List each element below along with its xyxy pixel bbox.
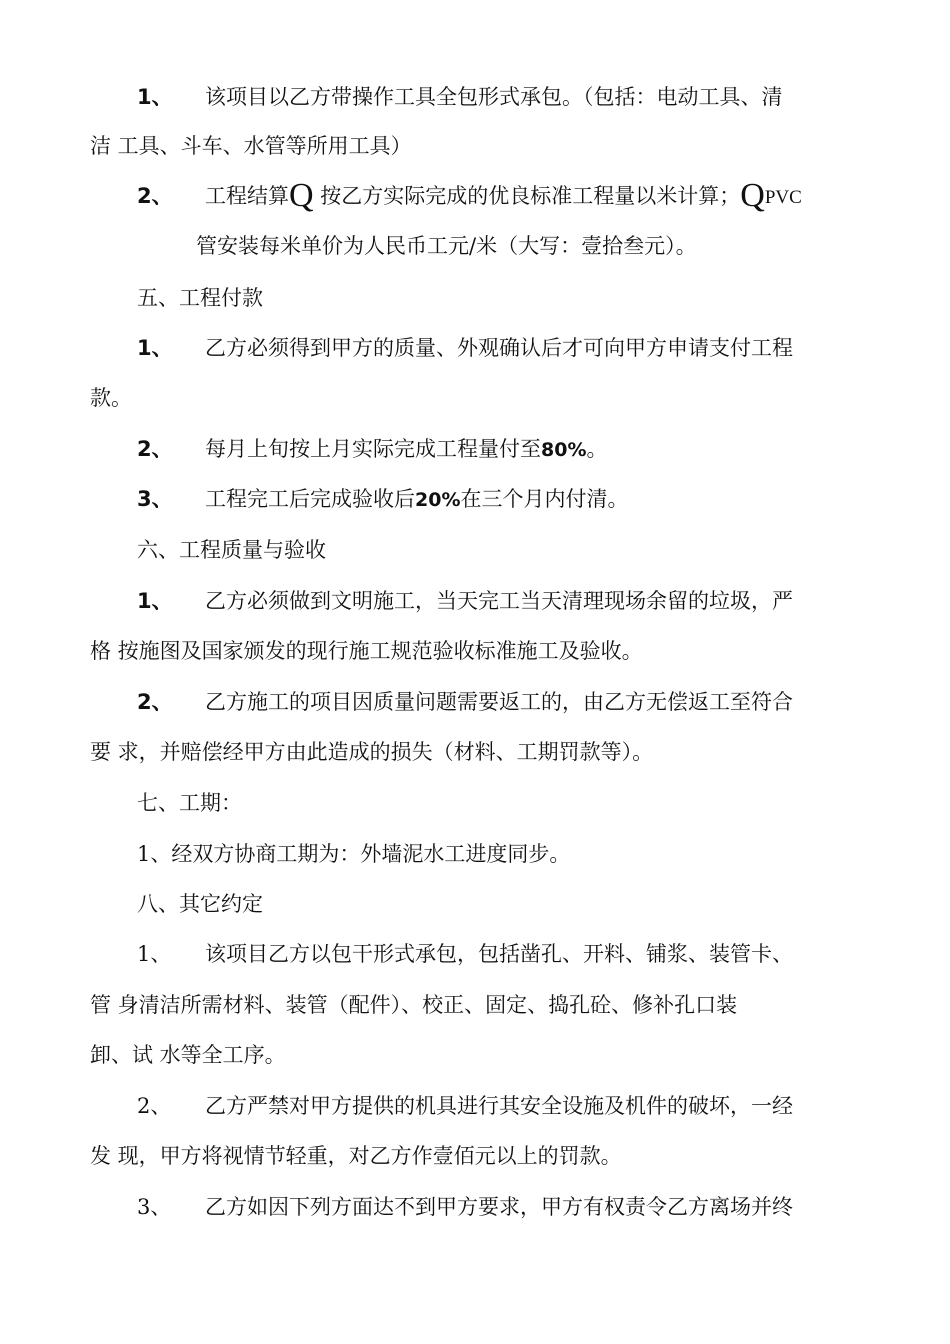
paragraph-line: 管安装每米单价为人民币工元/米（大写：壹拾叁元）。 [196,234,697,258]
item-number: 2、 [137,437,173,461]
item-number: 3、 [137,1195,172,1219]
section-heading: 七、工期： [137,791,242,815]
paragraph-line: 格 按施图及国家颁发的现行施工规范验收标准施工及验收。 [90,639,643,663]
paragraph-line [205,177,802,214]
percentage: 20% [415,489,461,511]
item-number: 3、 [137,487,173,511]
item-number: 2、 [137,1094,172,1118]
paragraph-line: 管 身清洁所需材料、装管（配件）、校正、固定、捣孔砼、修补孔口装 [90,993,738,1017]
paragraph-line: 洁 工具、斗车、水管等所用工具） [90,134,412,158]
text-run: 工程结算 [205,184,289,208]
text-run: 按乙方实际完成的优良标准工程量以米计算； [320,184,741,208]
paragraph-line: 该项目乙方以包干形式承包，包括凿孔、开料、铺浆、装管卡、 [205,942,793,966]
paragraph-line: 1、经双方协商工期为：外墙泥水工进度同步。 [137,842,571,866]
text-run: 。 [586,437,608,461]
section-heading: 六、工程质量与验收 [137,538,326,562]
item-number: 1、 [137,85,173,109]
text-run: 工程完工后完成验收后 [205,487,415,511]
paragraph-line: 要 求，并赔偿经甲方由此造成的损失（材料、工期罚款等）。 [90,740,654,764]
paragraph-line: 乙方如因下列方面达不到甲方要求，甲方有权责令乙方离场并终 [205,1195,793,1219]
paragraph-line [205,484,628,515]
paragraph-line: 款。 [90,386,132,410]
text-run: 每月上旬按上月实际完成工程量付至 [205,437,541,461]
percentage: 80% [541,439,587,461]
paragraph-line: 卸、试 水等全工序。 [90,1043,286,1067]
item-number: 1、 [137,942,172,966]
paragraph-line: 发 现，甲方将视情节轻重，对乙方作壹佰元以上的罚款。 [90,1144,622,1168]
q-symbol: Q [289,177,314,214]
paragraph-line: 乙方必须做到文明施工，当天完工当天清理现场余留的垃圾，严 [205,589,793,613]
text-run: 在三个月内付清。 [460,487,629,511]
paragraph-line: 该项目以乙方带操作工具全包形式承包。（包括：电动工具、清 [205,85,783,109]
q-symbol: Q [740,177,765,214]
item-number: 2、 [137,184,173,208]
paragraph-line [205,434,607,465]
section-heading: 五、工程付款 [137,286,263,310]
paragraph-line: 乙方施工的项目因质量问题需要返工的，由乙方无偿返工至符合 [205,690,793,714]
item-number: 1、 [137,589,173,613]
paragraph-line: 乙方严禁对甲方提供的机具进行其安全设施及机件的破坏，一经 [205,1094,793,1118]
pvc-text: PVC [764,187,802,208]
section-heading: 八、其它约定 [137,892,263,916]
item-number: 1、 [137,336,173,360]
paragraph-line: 乙方必须得到甲方的质量、外观确认后才可向甲方申请支付工程 [205,336,793,360]
item-number: 2、 [137,690,173,714]
